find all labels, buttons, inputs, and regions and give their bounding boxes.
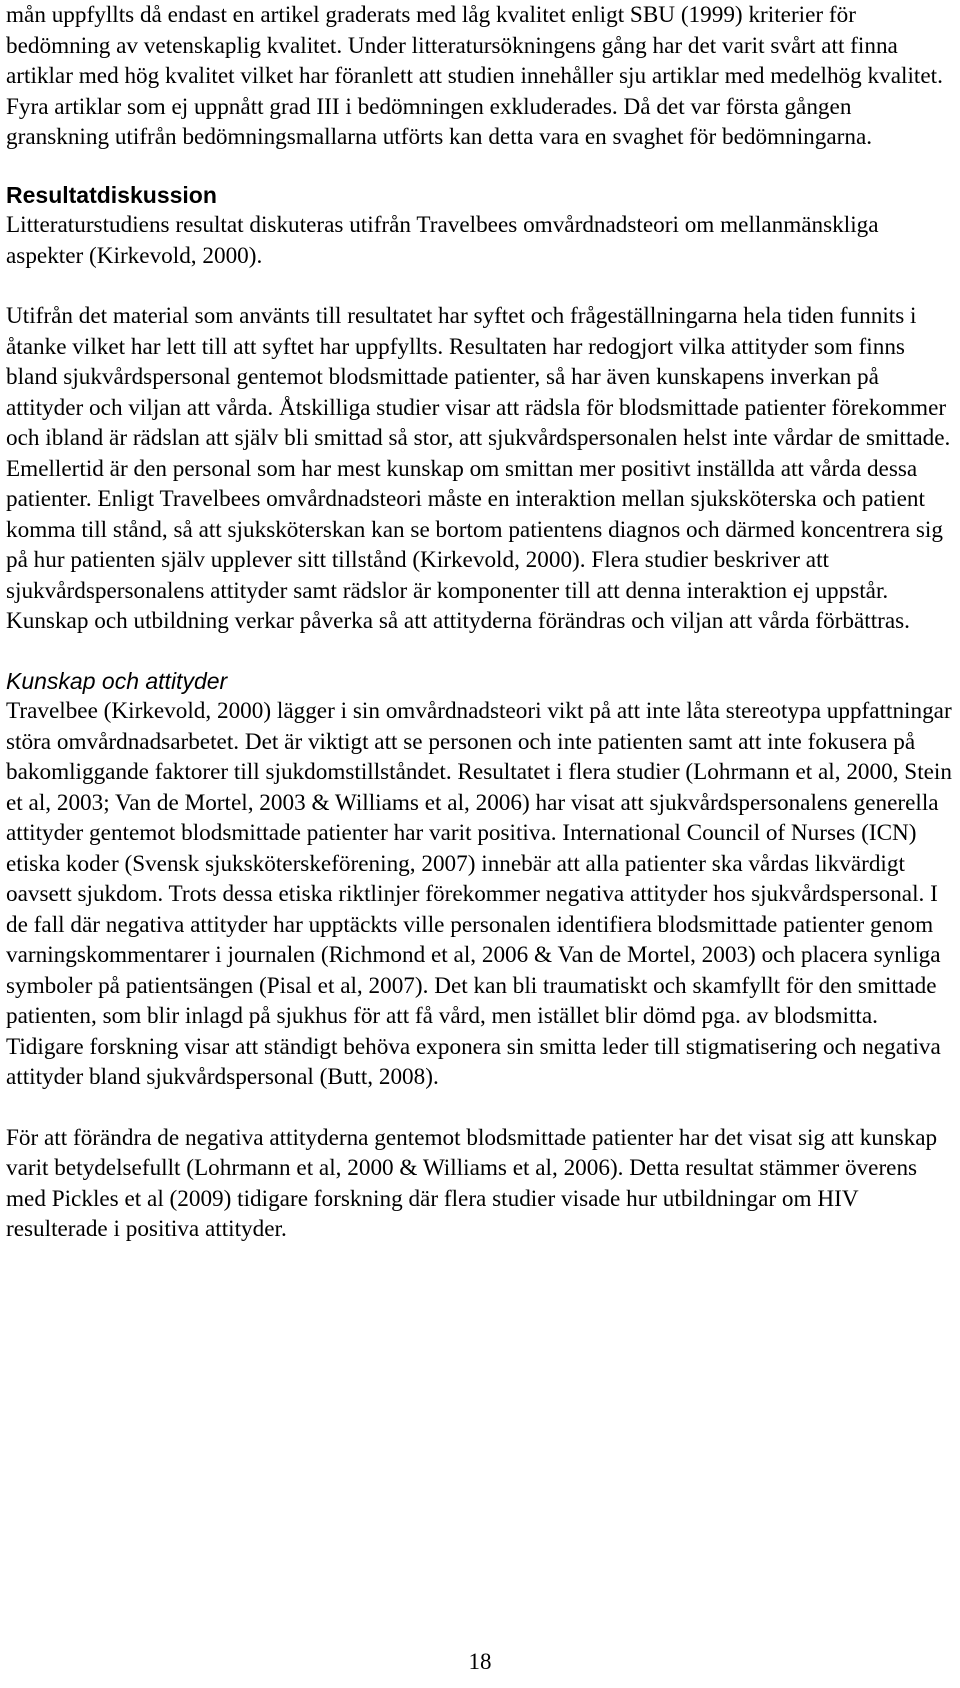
paragraph-knowledge-attitudes: Travelbee (Kirkevold, 2000) lägger i sin omvårdnadsteori vikt på att inte låta stereotypa uppfattningar störa omvårdnadsarbetet. Det är viktigt att se personen och inte patienten samt att inte fokusera på bakomliggande faktorer till sjukdomstillståndet. Resultatet i flera studier (Lohrmann et al, 2000, Stein et al, 2003; Van de Mortel, 2003 & Williams et al, 2006) har visat att sjukvårdspersonalens generella attityder gentemot blodsmittade patienter har varit positiva. International Council of Nurses (ICN) etiska koder (Svensk sjuksköterskeförening, 2007) innebär att alla patienter ska vårdas likvärdigt oavsett sjukdom. Trots dessa etiska riktlinjer förekommer negativa attityder hos sjukvårdspersonal. I de fall där negativa attityder har upptäckts ville personalen identifiera blodsmittade patienter genom varningskommentarer i journalen (Richmond et al, 2006 & Van de Mortel, 2003) och placera synliga symboler på patientsängen (Pisal et al, 2007). Det kan bli traumatiskt och skamfyllt för den smittade patienten, som blir inlagd på sjukhus för att få vård, men istället blir dömd pga. av blodsmitta. Tidigare forskning visar att ständigt behöva exponera sin smitta leder till stigmatisering och negativa attityder bland sjukvårdspersonal (Butt, 2008).	[6, 698, 952, 1090]
paragraph-quality-assessment: mån uppfyllts då endast en artikel graderats med låg kvalitet enligt SBU (1999) kriterier för bedömning av vetenskaplig kvalitet. Under litteratursökningens gång har det varit svårt att finna artiklar med hög kvalitet vilket har föranlett att studien innehåller sju artiklar med medelhög kvalitet. Fyra artiklar som ej uppnått grad III i bedömningen exkluderades. Då det var första gången granskning utifrån bedömningsmallarna utförts kan detta vara en svaghet för bedömningarna.	[6, 2, 943, 150]
document-page	[6, 0, 954, 1245]
page-number: 18	[468, 1649, 492, 1674]
paragraph-changing-attitudes: För att förändra de negativa attityderna gentemot blodsmittade patienter har det visat sig att kunskap varit betydelsefullt (Lohrmann et al, 2000 & Williams et al, 2006). Detta resultat stämmer överens med Pickles et al (2009) tidigare forskning där flera studier visade hur utbildningar om HIV resulterade i positiva attityder.	[6, 1124, 938, 1242]
paragraph-travelbee-intro: Litteraturstudiens resultat diskuteras utifrån Travelbees omvårdnadsteori om mellanmänskliga aspekter (Kirkevold, 2000).	[6, 212, 879, 269]
section-heading-resultatdiskussion: Resultatdiskussion	[6, 181, 217, 208]
paragraph-results-summary: Utifrån det material som använts till resultatet har syftet och frågeställningarna hela tiden funnits i åtanke vilket har lett till att syftet har uppfyllts. Resultaten har redogjort vilka attityder som finns bland sjukvårdspersonal gentemot blodsmittade patienter, så har även kunskapens inverkan på attityder och viljan att vårda. Åtskilliga studier visar att rädsla för blodsmittade patienter förekommer och ibland är rädslan att själv bli smittad så stor, att sjukvårdspersonalen helst inte vårdar de smittade. Emellertid är den personal som har mest kunskap om smittan mer positivt inställda att vårda dessa patienter. Enligt Travelbees omvårdnadsteori måste en interaktion mellan sjuksköterska och patient komma till stånd, så att sjuksköterskan kan se bortom patientens diagnos och därmed koncentrera sig på hur patienten själv upplever sitt tillstånd (Kirkevold, 2000). Flera studier beskriver att sjukvårdspersonalens attityder samt rädslor är komponenter till att denna interaktion ej uppstår. Kunskap och utbildning verkar påverka så att attityderna förändras och viljan att vårda förbättras.	[6, 303, 951, 634]
subsection-heading-kunskap-och-attityder: Kunskap och attityder	[6, 667, 228, 694]
